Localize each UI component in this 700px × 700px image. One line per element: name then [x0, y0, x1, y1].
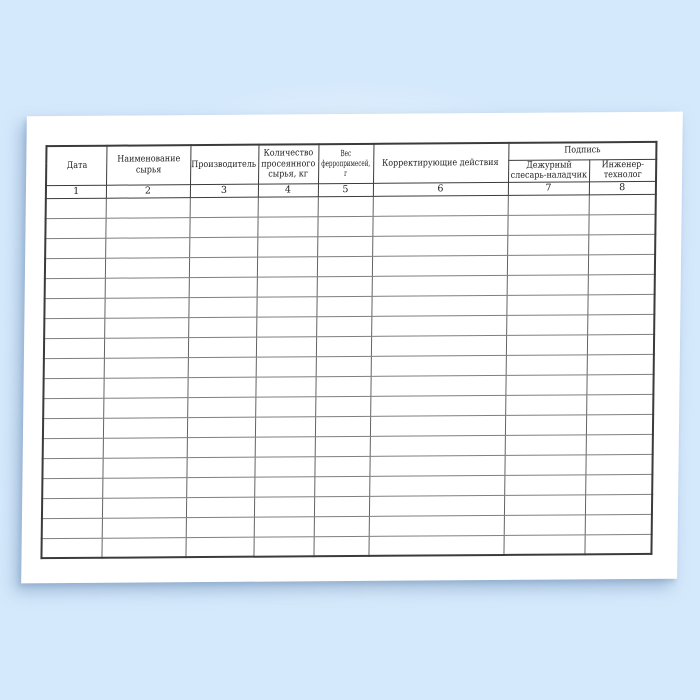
table-cell [588, 274, 655, 294]
table-cell [371, 295, 506, 316]
table-cell [189, 237, 257, 257]
table-cell [369, 515, 504, 536]
table-cell [186, 457, 254, 477]
table-cell [505, 375, 586, 396]
table-cell [370, 435, 505, 456]
table-cell [369, 475, 504, 496]
table-cell [102, 497, 186, 518]
table-cell [105, 257, 189, 278]
table-cell [42, 458, 102, 478]
table-cell [103, 397, 187, 418]
column-number-cell: 4 [258, 183, 318, 196]
table-cell [372, 255, 507, 276]
table-cell [188, 297, 256, 317]
table-cell [373, 195, 508, 216]
column-header-label: Корректирующие действия [382, 157, 500, 169]
table-cell [104, 357, 188, 378]
table-cell [187, 377, 255, 397]
table-cell [507, 215, 588, 236]
table-cell [504, 515, 585, 536]
document-sheet [21, 112, 683, 584]
table-cell [508, 195, 589, 216]
table-cell [506, 335, 587, 356]
signature-group-label: Подпись [563, 145, 601, 156]
table-cell [44, 318, 104, 338]
table-cell [504, 495, 585, 516]
table-row [41, 534, 651, 558]
table-cell [256, 316, 316, 336]
column-header-date [46, 146, 106, 186]
column-header-label: Наименование сырья [116, 154, 180, 176]
table-cell [102, 457, 186, 478]
table-cell [370, 375, 505, 396]
table-cell [186, 477, 254, 497]
table-cell [256, 336, 316, 356]
table-cell [588, 234, 655, 254]
table-cell [316, 316, 371, 336]
table-cell [256, 356, 316, 376]
column-number-cell: 8 [589, 181, 656, 194]
table-cell [372, 235, 507, 256]
column-header-duty-mechanic [508, 159, 589, 182]
column-header-label: Производитель [191, 159, 257, 170]
table-cell [190, 197, 258, 217]
table-cell [318, 196, 373, 216]
column-header-process-engineer [589, 159, 656, 182]
column-header-corrective-actions [373, 143, 508, 183]
table-cell [187, 417, 255, 437]
table-cell [585, 454, 652, 474]
table-cell [102, 477, 186, 498]
table-cell [104, 337, 188, 358]
column-header-label: Инженер- технолог [601, 159, 644, 181]
table-cell [586, 414, 653, 434]
table-cell [316, 356, 371, 376]
table-cell [42, 518, 102, 538]
table-cell [254, 476, 314, 496]
table-cell [105, 217, 189, 238]
table-cell [188, 357, 256, 377]
table-cell [314, 516, 369, 536]
table-cell [41, 538, 101, 558]
table-cell [507, 255, 588, 276]
table-cell [44, 298, 104, 318]
table-cell [313, 536, 368, 556]
table-cell [186, 517, 254, 537]
table-cell [189, 217, 257, 237]
table-cell [586, 374, 653, 394]
table-cell [504, 455, 585, 476]
table-cell [586, 434, 653, 454]
table-cell [256, 296, 316, 316]
table-cell [188, 337, 256, 357]
table-cell [46, 198, 106, 218]
table-cell [505, 395, 586, 416]
table-cell [257, 256, 317, 276]
table-cell [103, 437, 187, 458]
table-cell [105, 277, 189, 298]
table-cell [45, 278, 105, 298]
table-cell [587, 294, 654, 314]
column-header-ferro-impurities-weight [318, 144, 373, 184]
table-cell [316, 336, 371, 356]
column-number-cell: 7 [508, 182, 589, 196]
table-cell [105, 237, 189, 258]
table-header [46, 142, 657, 198]
signature-group-header [508, 142, 656, 160]
table-cell [315, 436, 370, 456]
table-cell [506, 295, 587, 316]
table-cell [503, 535, 584, 556]
log-table [40, 141, 657, 560]
table-cell [258, 196, 318, 216]
table-cell [587, 354, 654, 374]
table-cell [588, 214, 655, 234]
table-cell [369, 495, 504, 516]
table-cell [257, 276, 317, 296]
table-cell [586, 394, 653, 414]
table-cell [43, 378, 103, 398]
table-cell [505, 415, 586, 436]
column-number-cell: 1 [46, 185, 106, 198]
table-cell [255, 416, 315, 436]
table-cell [42, 498, 102, 518]
table-cell [189, 277, 257, 297]
table-cell [372, 275, 507, 296]
table-cell [254, 456, 314, 476]
table-cell [253, 536, 313, 556]
table-cell [255, 436, 315, 456]
table-cell [43, 438, 103, 458]
table-cell [316, 296, 371, 316]
table-cell [44, 338, 104, 358]
table-cell [45, 258, 105, 278]
table-cell [103, 377, 187, 398]
table-cell [588, 254, 655, 274]
table-cell [371, 355, 506, 376]
table-cell [506, 355, 587, 376]
table-cell [587, 334, 654, 354]
column-number-cell: 2 [106, 184, 190, 198]
table-cell [585, 474, 652, 494]
table-cell [185, 537, 253, 557]
table-cell [371, 315, 506, 336]
table-cell [257, 236, 317, 256]
table-cell [587, 314, 654, 334]
table-cell [584, 534, 651, 554]
column-number-cell: 5 [318, 183, 373, 196]
table-cell [188, 317, 256, 337]
column-number-cell: 6 [373, 182, 508, 196]
table-cell [314, 456, 369, 476]
table-cell [254, 516, 314, 536]
table-cell [585, 514, 652, 534]
table-cell [255, 396, 315, 416]
column-number-cell: 3 [190, 184, 258, 197]
table-cell [368, 535, 503, 556]
table-cell [45, 218, 105, 238]
table-cell [507, 235, 588, 256]
table-cell [189, 257, 257, 277]
table-cell [317, 236, 372, 256]
table-cell [187, 397, 255, 417]
column-header-label: Количество просеянного сырья, кг [261, 148, 316, 180]
table-cell [314, 496, 369, 516]
table-cell [504, 475, 585, 496]
table-cell [585, 494, 652, 514]
table-cell [101, 537, 185, 558]
column-header-label: Вес ферропримесей, г [321, 148, 371, 179]
table-cell [187, 437, 255, 457]
table-cell [314, 476, 369, 496]
table-cell [44, 358, 104, 378]
column-header-manufacturer [190, 145, 258, 185]
table-cell [43, 418, 103, 438]
table-cell [317, 276, 372, 296]
table-cell [506, 315, 587, 336]
table-cell [43, 398, 103, 418]
table-cell [104, 297, 188, 318]
table-cell [505, 435, 586, 456]
column-header-raw-material-name [106, 145, 190, 185]
table-cell [589, 194, 656, 214]
table-cell [45, 238, 105, 258]
table-cell [317, 216, 372, 236]
column-header-label: Дата [66, 160, 87, 171]
table-cell [507, 275, 588, 296]
table-cell [254, 496, 314, 516]
table-cell [372, 215, 507, 236]
table-cell [106, 197, 190, 218]
table-cell [371, 335, 506, 356]
table-cell [315, 416, 370, 436]
table-cell [103, 417, 187, 438]
table-cell [102, 517, 186, 538]
column-header-sifted-quantity [258, 144, 318, 184]
table-cell [369, 455, 504, 476]
table-cell [370, 395, 505, 416]
table-cell [317, 256, 372, 276]
table-cell [315, 396, 370, 416]
table-cell [42, 478, 102, 498]
table-cell [257, 216, 317, 236]
table-cell [315, 376, 370, 396]
column-header-label: Дежурный слесарь-наладчик [510, 159, 587, 181]
table-cell [370, 415, 505, 436]
empty-rows-body [41, 194, 655, 558]
table-cell [186, 497, 254, 517]
table-cell [104, 317, 188, 338]
table-cell [255, 376, 315, 396]
